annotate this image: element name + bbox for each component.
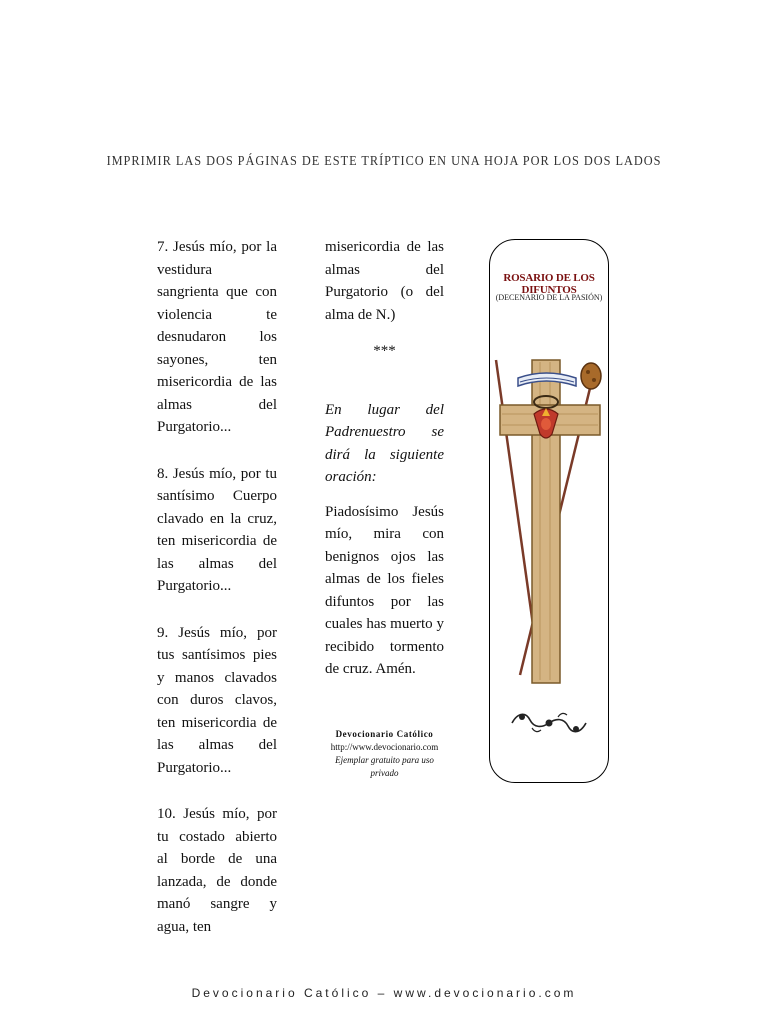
publisher-name: Devocionario Católico	[335, 729, 434, 739]
cover-panel	[489, 239, 609, 783]
crucifix-illustration	[490, 350, 608, 690]
print-instruction: IMPRIMIR LAS DOS PÁGINAS DE ESTE TRÍPTICO EN UNA HOJA POR LOS DOS LADOS	[106, 154, 662, 169]
rubric-instruction: En lugar del Padrenuestro se dirá la siguiente oración:	[325, 401, 444, 485]
closing-prayer: Piadosísimo Jesús mío, mira con benignos ojos las almas de los fieles difuntos por las cuales has muerto y recibido tormento de cruz. Amén.	[325, 503, 444, 677]
publisher-credits	[325, 728, 444, 780]
prayer-paragraph-10: 10. Jesús mío, por tu costado abierto al borde de una lanzada, de donde manó sangre y agua, ten	[157, 806, 277, 935]
text-column-left	[157, 236, 277, 962]
prayer-paragraph-7: 7. Jesús mío, por la vestidura sangrienta que con violencia te desnudaron los sayones, ten misericordia de las almas del Purgatorio...	[157, 239, 277, 435]
page-footer: Devocionario Católico – www.devocionario.com	[191, 986, 577, 1000]
publisher-url: http://www.devocionario.com	[330, 742, 439, 752]
prayer-paragraph-8: 8. Jesús mío, por tu santísimo Cuerpo clavado en la cruz, ten misericordia de las almas del Purgatorio...	[157, 465, 277, 594]
cover-subtitle: (DECENARIO DE LA PASIÓN)	[495, 293, 603, 302]
floral-ornament-icon	[508, 708, 590, 738]
text-column-middle	[325, 236, 444, 704]
cover-title: ROSARIO DE LOS DIFUNTOS	[503, 272, 595, 296]
prayer-paragraph-9: 9. Jesús mío, por tus santísimos pies y manos clavados con duros clavos, ten misericordia de las almas del Purgatorio...	[157, 624, 277, 776]
sponge-icon	[581, 363, 601, 389]
continuation-paragraph: misericordia de las almas del Purgatorio (o del alma de N.)	[325, 239, 444, 323]
usage-note: Ejemplar gratuito para uso privado	[335, 755, 434, 778]
section-separator: ***	[373, 343, 396, 359]
